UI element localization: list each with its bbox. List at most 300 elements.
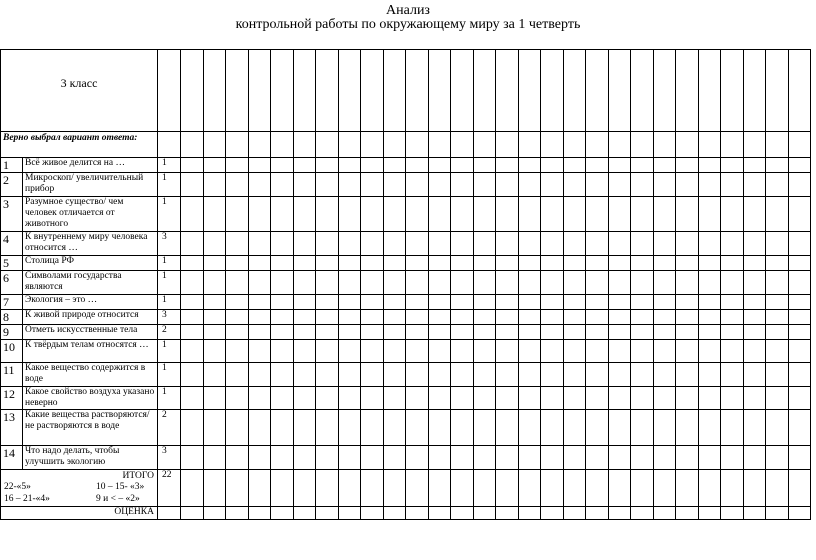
- question-number: 14: [1, 446, 23, 470]
- student-cell: [203, 410, 226, 446]
- student-cell: [766, 410, 789, 446]
- student-cell: [316, 446, 339, 470]
- student-cell: [541, 310, 564, 325]
- student-cell: [226, 173, 249, 197]
- student-cell: [451, 310, 474, 325]
- student-cell: [721, 158, 744, 173]
- document-subtitle: контрольной работы по окружающему миру за 1 четверть: [235, 17, 581, 32]
- student-cell: [788, 325, 811, 340]
- student-cell: [496, 197, 519, 232]
- student-cell: [406, 132, 429, 158]
- student-cell: [316, 158, 339, 173]
- student-cell: [428, 470, 451, 507]
- student-cell: [316, 173, 339, 197]
- student-cell: [653, 410, 676, 446]
- student-cell: [766, 470, 789, 507]
- student-cell: [473, 410, 496, 446]
- question-points: 2: [158, 325, 181, 340]
- student-cell: [743, 295, 766, 310]
- student-cell: [203, 310, 226, 325]
- student-cell: [653, 158, 676, 173]
- student-cell: [383, 232, 406, 256]
- student-cell: [653, 256, 676, 271]
- student-cell: [541, 173, 564, 197]
- student-cell: [338, 50, 361, 132]
- student-cell: [361, 197, 384, 232]
- student-cell: [293, 470, 316, 507]
- student-cell: [383, 387, 406, 410]
- student-cell: [563, 470, 586, 507]
- student-cell: [181, 325, 204, 340]
- student-cell: [203, 271, 226, 295]
- student-cell: [226, 197, 249, 232]
- student-cell: [766, 132, 789, 158]
- question-row: [1, 340, 811, 363]
- student-cell: [541, 340, 564, 363]
- points-cell: [158, 132, 181, 158]
- student-cell: [181, 340, 204, 363]
- student-cell: [496, 132, 519, 158]
- student-cell: [608, 232, 631, 256]
- student-cell: [541, 387, 564, 410]
- student-cell: [338, 132, 361, 158]
- question-row: [1, 387, 811, 410]
- student-cell: [248, 295, 271, 310]
- student-cell: [383, 363, 406, 387]
- student-cell: [586, 325, 609, 340]
- student-cell: [676, 310, 699, 325]
- analysis-table: [0, 49, 811, 520]
- student-cell: [563, 387, 586, 410]
- student-cell: [248, 325, 271, 340]
- student-cell: [631, 310, 654, 325]
- grade-label: ОЦЕНКА: [1, 507, 158, 520]
- student-cell: [181, 271, 204, 295]
- student-cell: [271, 50, 294, 132]
- student-cell: [586, 410, 609, 446]
- student-cell: [698, 325, 721, 340]
- student-cell: [541, 197, 564, 232]
- student-cell: [428, 197, 451, 232]
- student-cell: [338, 325, 361, 340]
- student-cell: [496, 507, 519, 520]
- student-cell: [428, 132, 451, 158]
- student-cell: [563, 158, 586, 173]
- student-cell: [653, 507, 676, 520]
- question-number: 4: [1, 232, 23, 256]
- student-cell: [226, 310, 249, 325]
- question-number: 9: [1, 325, 23, 340]
- student-cell: [586, 232, 609, 256]
- question-row: [1, 325, 811, 340]
- student-cell: [361, 340, 384, 363]
- student-cell: [631, 132, 654, 158]
- student-cell: [676, 132, 699, 158]
- student-cell: [293, 387, 316, 410]
- student-cell: [316, 271, 339, 295]
- student-cell: [316, 387, 339, 410]
- student-cell: [766, 271, 789, 295]
- question-text: Экология – это …: [23, 295, 158, 310]
- student-cell: [563, 340, 586, 363]
- document-title: Анализ: [386, 3, 430, 18]
- student-cell: [541, 256, 564, 271]
- student-cell: [248, 387, 271, 410]
- student-cell: [743, 158, 766, 173]
- student-cell: [181, 363, 204, 387]
- student-cell: [563, 363, 586, 387]
- student-cell: [631, 232, 654, 256]
- student-cell: [721, 232, 744, 256]
- student-cell: [653, 387, 676, 410]
- student-cell: [248, 310, 271, 325]
- student-cell: [451, 158, 474, 173]
- question-text: К внутреннему миру человека относится …: [23, 232, 158, 256]
- student-cell: [586, 340, 609, 363]
- student-cell: [383, 271, 406, 295]
- student-cell: [496, 410, 519, 446]
- student-cell: [743, 470, 766, 507]
- student-cell: [698, 197, 721, 232]
- student-cell: [788, 256, 811, 271]
- student-cell: [653, 310, 676, 325]
- student-cell: [743, 340, 766, 363]
- student-cell: [338, 363, 361, 387]
- student-cell: [473, 387, 496, 410]
- student-cell: [428, 232, 451, 256]
- student-cell: [608, 410, 631, 446]
- student-cell: [721, 325, 744, 340]
- student-cell: [181, 507, 204, 520]
- student-cell: [181, 446, 204, 470]
- student-cell: [406, 507, 429, 520]
- student-cell: [496, 271, 519, 295]
- grade-3-range: 10 – 15- «3»: [96, 482, 145, 492]
- student-cell: [203, 507, 226, 520]
- student-cell: [788, 446, 811, 470]
- student-cell: [226, 507, 249, 520]
- student-cell: [608, 158, 631, 173]
- student-cell: [316, 256, 339, 271]
- question-points: 1: [158, 197, 181, 232]
- student-cell: [563, 271, 586, 295]
- student-cell: [293, 363, 316, 387]
- student-cell: [586, 507, 609, 520]
- student-cell: [361, 507, 384, 520]
- student-cell: [406, 158, 429, 173]
- question-text: К твёрдым телам относятся …: [23, 340, 158, 363]
- student-cell: [541, 325, 564, 340]
- student-cell: [203, 132, 226, 158]
- student-cell: [293, 410, 316, 446]
- student-cell: [766, 325, 789, 340]
- student-cell: [361, 295, 384, 310]
- student-cell: [676, 507, 699, 520]
- student-cell: [496, 50, 519, 132]
- student-cell: [428, 363, 451, 387]
- student-cell: [226, 387, 249, 410]
- question-number: 5: [1, 256, 23, 271]
- student-cell: [406, 50, 429, 132]
- student-cell: [473, 325, 496, 340]
- student-cell: [271, 325, 294, 340]
- student-cell: [608, 325, 631, 340]
- student-cell: [721, 340, 744, 363]
- student-cell: [586, 158, 609, 173]
- student-cell: [316, 507, 339, 520]
- student-cell: [226, 325, 249, 340]
- question-points: 1: [158, 340, 181, 363]
- student-cell: [338, 470, 361, 507]
- student-cell: [361, 310, 384, 325]
- student-cell: [788, 271, 811, 295]
- student-cell: [226, 446, 249, 470]
- student-cell: [586, 446, 609, 470]
- student-cell: [743, 132, 766, 158]
- student-cell: [226, 256, 249, 271]
- student-cell: [496, 325, 519, 340]
- student-cell: [428, 310, 451, 325]
- student-cell: [631, 507, 654, 520]
- question-text: Микроскоп/ увеличительный прибор: [23, 173, 158, 197]
- student-cell: [203, 363, 226, 387]
- student-cell: [248, 340, 271, 363]
- student-cell: [721, 446, 744, 470]
- student-cell: [406, 410, 429, 446]
- student-cell: [788, 50, 811, 132]
- student-cell: [766, 232, 789, 256]
- student-cell: [428, 256, 451, 271]
- student-cell: [721, 132, 744, 158]
- student-cell: [698, 295, 721, 310]
- student-cell: [226, 363, 249, 387]
- student-cell: [676, 446, 699, 470]
- question-number: 13: [1, 410, 23, 446]
- student-cell: [496, 295, 519, 310]
- student-cell: [316, 232, 339, 256]
- student-cell: [248, 232, 271, 256]
- student-cell: [608, 310, 631, 325]
- student-cell: [721, 470, 744, 507]
- student-cell: [698, 387, 721, 410]
- student-cell: [383, 256, 406, 271]
- student-cell: [361, 387, 384, 410]
- student-cell: [721, 295, 744, 310]
- student-cell: [541, 470, 564, 507]
- student-cell: [608, 507, 631, 520]
- student-cell: [676, 363, 699, 387]
- student-cell: [698, 310, 721, 325]
- student-cell: [563, 50, 586, 132]
- question-row: [1, 446, 811, 470]
- student-cell: [338, 256, 361, 271]
- student-cell: [563, 325, 586, 340]
- student-cell: [698, 50, 721, 132]
- student-cell: [451, 132, 474, 158]
- student-cell: [473, 197, 496, 232]
- student-cell: [271, 363, 294, 387]
- student-cell: [271, 340, 294, 363]
- student-cell: [563, 446, 586, 470]
- student-cell: [541, 132, 564, 158]
- student-cell: [473, 256, 496, 271]
- question-text: Какое свойство воздуха указано неверно: [23, 387, 158, 410]
- student-cell: [293, 173, 316, 197]
- student-cell: [451, 232, 474, 256]
- section-label: Верно выбрал вариант ответа:: [1, 132, 158, 158]
- student-cell: [181, 310, 204, 325]
- student-cell: [631, 325, 654, 340]
- question-number: 12: [1, 387, 23, 410]
- student-cell: [653, 271, 676, 295]
- student-cell: [766, 387, 789, 410]
- student-cell: [338, 387, 361, 410]
- student-cell: [631, 295, 654, 310]
- student-cell: [361, 50, 384, 132]
- student-cell: [226, 470, 249, 507]
- total-label-cell: [1, 470, 158, 507]
- student-cell: [608, 470, 631, 507]
- student-cell: [473, 310, 496, 325]
- student-cell: [316, 340, 339, 363]
- student-cell: [743, 232, 766, 256]
- student-cell: [248, 410, 271, 446]
- total-points: 22: [158, 470, 181, 507]
- student-cell: [428, 173, 451, 197]
- student-cell: [721, 50, 744, 132]
- student-cell: [496, 256, 519, 271]
- student-cell: [473, 340, 496, 363]
- student-cell: [338, 173, 361, 197]
- student-cell: [271, 310, 294, 325]
- student-cell: [743, 197, 766, 232]
- question-text: Что надо делать, чтобы улучшить экологию: [23, 446, 158, 470]
- student-cell: [563, 410, 586, 446]
- student-cell: [496, 310, 519, 325]
- student-cell: [608, 271, 631, 295]
- student-cell: [473, 132, 496, 158]
- student-cell: [181, 470, 204, 507]
- question-points: 1: [158, 295, 181, 310]
- student-cell: [676, 271, 699, 295]
- student-cell: [518, 50, 541, 132]
- student-cell: [721, 363, 744, 387]
- student-cell: [428, 507, 451, 520]
- student-cell: [181, 158, 204, 173]
- student-cell: [721, 256, 744, 271]
- student-cell: [316, 363, 339, 387]
- student-cell: [293, 271, 316, 295]
- student-cell: [653, 363, 676, 387]
- student-cell: [608, 256, 631, 271]
- grade-row: [1, 507, 811, 520]
- student-cell: [743, 310, 766, 325]
- student-cell: [676, 173, 699, 197]
- student-cell: [203, 387, 226, 410]
- student-cell: [541, 232, 564, 256]
- student-cell: [406, 295, 429, 310]
- student-cell: [766, 256, 789, 271]
- student-cell: [271, 158, 294, 173]
- student-cell: [541, 158, 564, 173]
- student-cell: [743, 387, 766, 410]
- student-cell: [788, 197, 811, 232]
- student-cell: [473, 271, 496, 295]
- student-cell: [721, 173, 744, 197]
- student-cell: [226, 132, 249, 158]
- student-cell: [631, 173, 654, 197]
- student-cell: [248, 470, 271, 507]
- student-cell: [631, 50, 654, 132]
- student-cell: [743, 256, 766, 271]
- student-cell: [428, 410, 451, 446]
- student-cell: [743, 325, 766, 340]
- student-cell: [451, 507, 474, 520]
- student-cell: [766, 50, 789, 132]
- student-cell: [496, 340, 519, 363]
- student-cell: [271, 446, 294, 470]
- student-cell: [608, 132, 631, 158]
- student-cell: [451, 325, 474, 340]
- student-cell: [473, 158, 496, 173]
- student-cell: [406, 173, 429, 197]
- question-row: [1, 363, 811, 387]
- student-cell: [248, 363, 271, 387]
- student-cell: [383, 197, 406, 232]
- student-cell: [518, 173, 541, 197]
- student-cell: [293, 158, 316, 173]
- student-cell: [338, 232, 361, 256]
- student-cell: [271, 470, 294, 507]
- student-cell: [743, 446, 766, 470]
- question-text: К живой природе относится: [23, 310, 158, 325]
- student-cell: [788, 363, 811, 387]
- student-cell: [226, 158, 249, 173]
- student-cell: [518, 271, 541, 295]
- student-cell: [338, 410, 361, 446]
- student-cell: [293, 325, 316, 340]
- student-cell: [698, 410, 721, 446]
- student-cell: [338, 310, 361, 325]
- student-cell: [361, 173, 384, 197]
- student-cell: [676, 325, 699, 340]
- student-cell: [203, 256, 226, 271]
- student-cell: [676, 340, 699, 363]
- student-cell: [181, 132, 204, 158]
- student-cell: [406, 232, 429, 256]
- question-row: [1, 197, 811, 232]
- student-cell: [181, 410, 204, 446]
- student-cell: [451, 410, 474, 446]
- student-cell: [518, 197, 541, 232]
- student-cell: [788, 387, 811, 410]
- student-cell: [361, 271, 384, 295]
- student-cell: [428, 340, 451, 363]
- student-cell: [428, 295, 451, 310]
- student-cell: [406, 310, 429, 325]
- student-cell: [676, 232, 699, 256]
- student-cell: [653, 50, 676, 132]
- student-cell: [631, 197, 654, 232]
- student-cell: [496, 232, 519, 256]
- student-cell: [631, 410, 654, 446]
- student-cell: [518, 256, 541, 271]
- student-cell: [203, 325, 226, 340]
- question-row: [1, 173, 811, 197]
- student-cell: [496, 173, 519, 197]
- student-cell: [766, 363, 789, 387]
- question-points: 1: [158, 158, 181, 173]
